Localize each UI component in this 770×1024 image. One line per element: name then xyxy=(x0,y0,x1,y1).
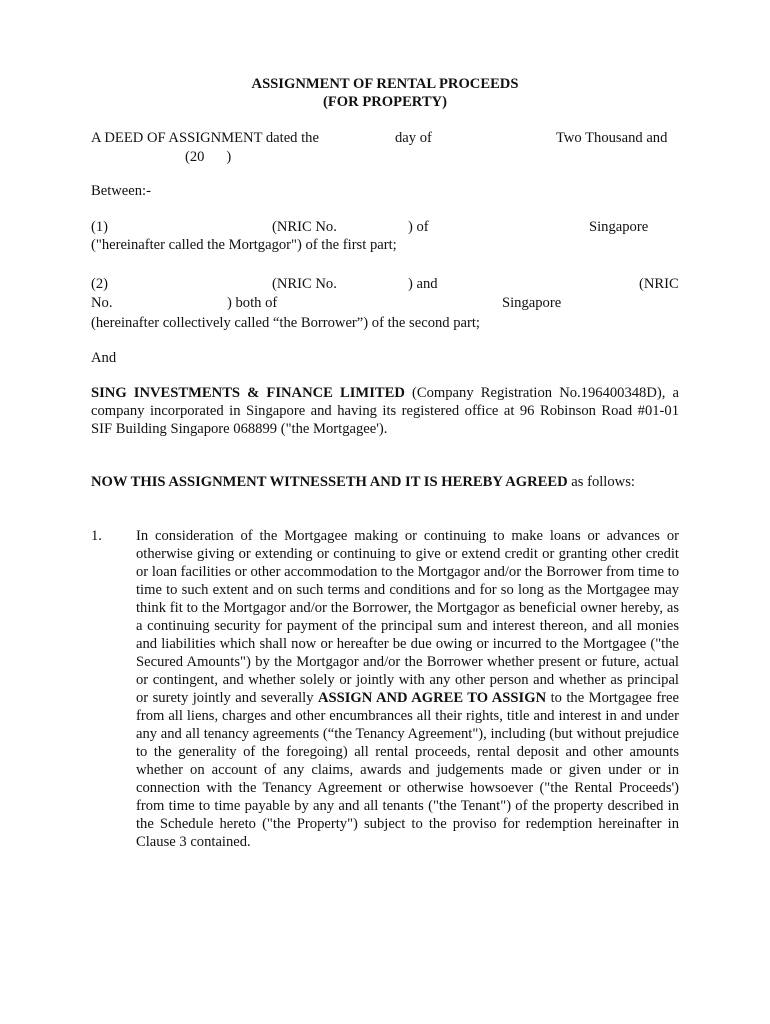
clause-1-text xyxy=(136,527,679,851)
deed-dated-text: A DEED OF ASSIGNMENT dated the xyxy=(91,130,319,146)
party2-nric-second: (NRIC xyxy=(639,276,679,292)
party2-singapore: Singapore xyxy=(502,295,562,311)
clause-1-part-b: to the Mortgagee free from all liens, charges and other encumbrances all their rights, title and interest in and under any and all tenancy agreements (“the Tenancy Agreement"), including (but without prejudice to the generality of the foregoing) all rental proceeds, rental deposit and other amounts whether on account of any claims, awards and judgements made or given under or in connection with the Tenancy Agreement or otherwise howsoever ("the Rental Proceeds') from time to time payable by any and all tenants ("the Tenant") of the property described in the Schedule hereto ("the Property") subject to the proviso for redemption hereinafter in Clause 3 contained. xyxy=(136,690,679,850)
clause-number: 1. xyxy=(91,528,102,544)
party2-description: (hereinafter collectively called “the Borrower”) of the second part; xyxy=(91,315,480,331)
between-label: Between:- xyxy=(91,183,151,199)
mortgagee-details: (Company Registration No.196400348D), a company incorporated in Singapore and having its registered office at 96 Robinson Road #01-01 SIF Building Singapore 068899 ("the Mortgagee'). xyxy=(91,385,679,437)
witnesseth-rest: as follows: xyxy=(567,474,635,490)
party1-description: ("hereinafter called the Mortgagor") of the first part; xyxy=(91,237,397,253)
document-subtitle: (FOR PROPERTY) xyxy=(323,94,447,110)
party2-both-of: ) both of xyxy=(227,295,278,311)
witnesseth-heading: NOW THIS ASSIGNMENT WITNESSETH AND IT IS HEREBY AGREED xyxy=(91,474,568,490)
and-label: And xyxy=(91,350,117,366)
witnesseth-paragraph xyxy=(91,473,635,491)
party1-nric: (NRIC No. xyxy=(272,219,337,235)
party1-number: (1) xyxy=(91,219,109,235)
deed-year: (20 ) xyxy=(185,149,232,165)
party2-nric: (NRIC No. xyxy=(272,276,337,292)
document-title: ASSIGNMENT OF RENTAL PROCEEDS xyxy=(251,76,519,92)
mortgagee-paragraph xyxy=(91,384,679,438)
deed-day-of: day of xyxy=(395,130,432,146)
party2-no: No. xyxy=(91,295,113,311)
clause-1-assign: ASSIGN AND AGREE TO ASSIGN xyxy=(317,690,547,706)
party2-number: (2) xyxy=(91,276,109,292)
mortgagee-name: SING INVESTMENTS & FINANCE LIMITED xyxy=(91,385,405,401)
party1-singapore: Singapore xyxy=(589,219,649,235)
clause-1-part-a: In consideration of the Mortgagee making or continuing to make loans or advances or otherwise giving or extending or continuing to give or extend credit or granting other credit or loan facilities or other accommodation to the Mortgagor and/or the Borrower from time to time to such extent and on such terms and conditions and for so long as the Mortgagee may think fit to the Mortgagor and/or the Borrower, the Mortgagor as beneficial owner hereby, as a continuing security for payment of the principal sum and interest thereon, and all monies and liabilities which shall now or hereafter be due owing or incurred to the Mortgagee ("the Secured Amounts") by the Mortgagor and/or the Borrower whether present or future, actual or contingent, and whether solely or jointly with any other person and whether as principal or surety jointly and severally xyxy=(136,528,679,706)
party2-and: ) and xyxy=(408,276,438,292)
deed-two-thousand: Two Thousand and xyxy=(556,130,668,146)
party1-of: ) of xyxy=(408,219,429,235)
